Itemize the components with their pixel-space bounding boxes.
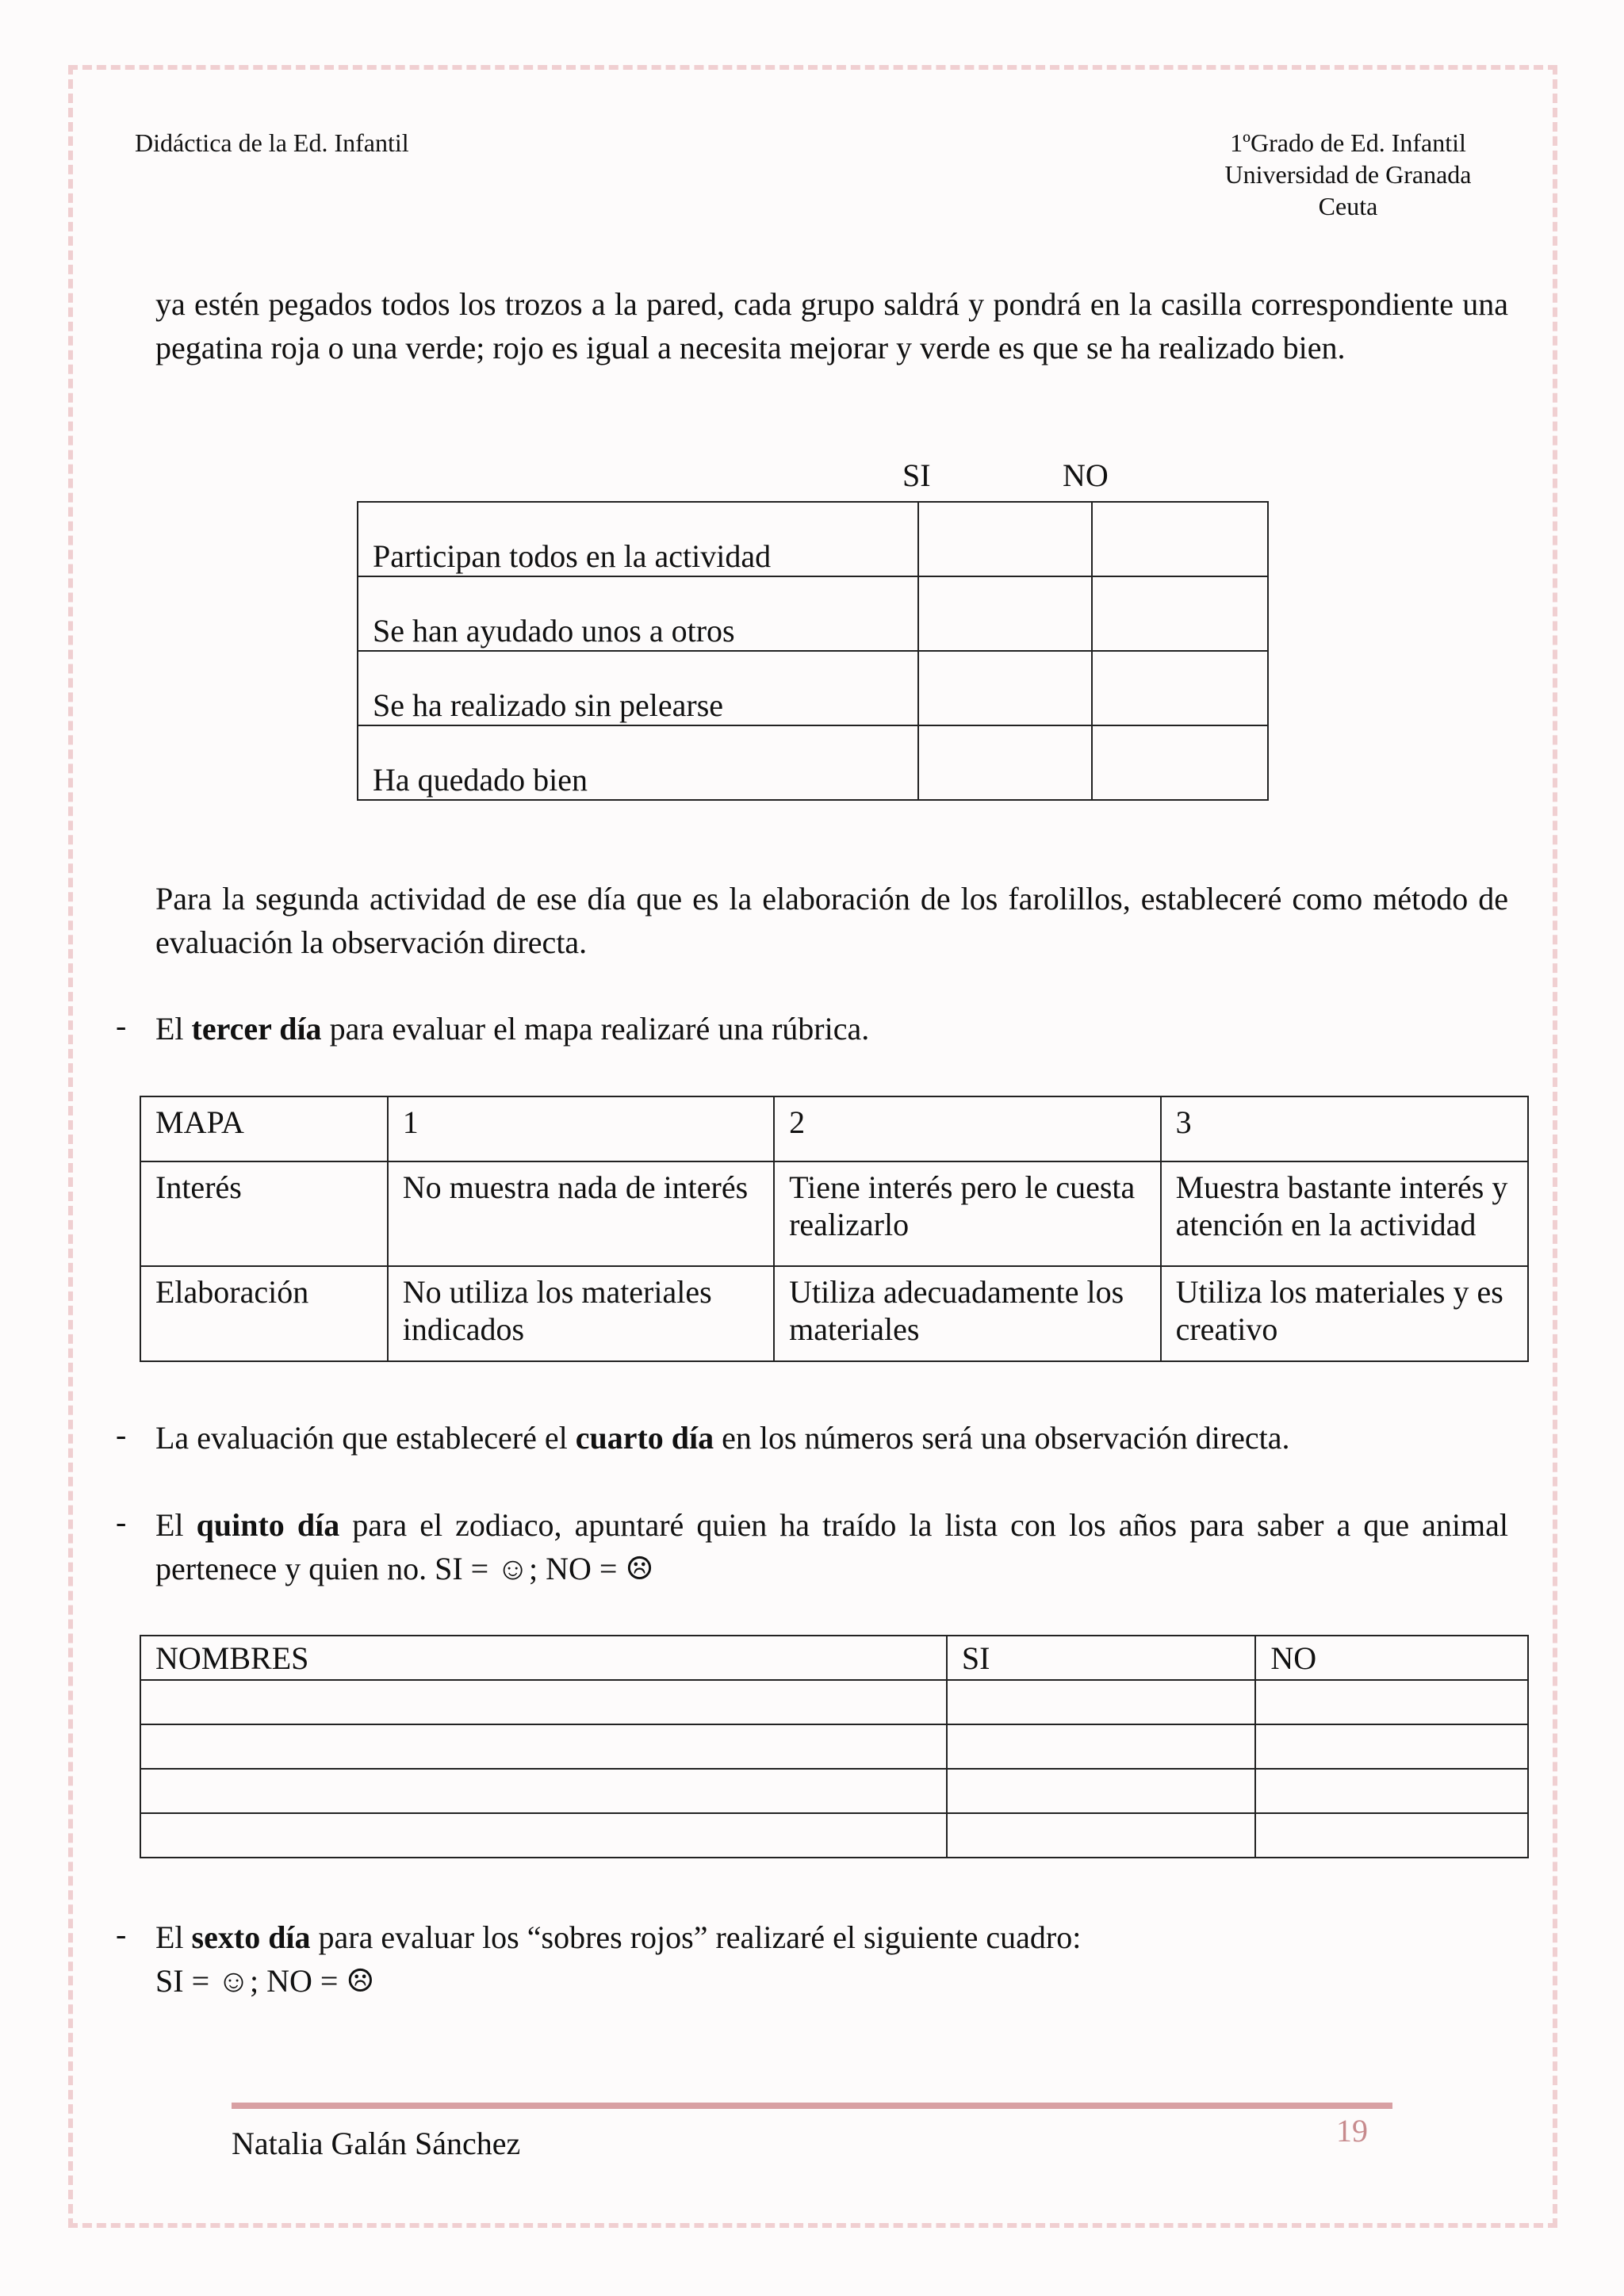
checklist-si-cell: [918, 651, 1093, 725]
names-cell: [1255, 1813, 1528, 1858]
bullet-text: La evaluación que estableceré el: [155, 1420, 576, 1456]
table-row: [140, 1680, 1528, 1724]
names-cell: [140, 1813, 947, 1858]
names-cell: [1255, 1724, 1528, 1769]
rubric-table: [140, 1096, 1529, 1362]
names-cell: [1255, 1680, 1528, 1724]
bullet-dash: -: [116, 1504, 127, 1540]
bullet-text: El: [155, 1919, 192, 1955]
checklist-row-label: Se ha realizado sin pelearse: [358, 651, 918, 725]
table-row: [358, 576, 1268, 651]
bullet-dash: -: [116, 1417, 127, 1452]
rubric-cell: Muestra bastante interés y atención en la actividad: [1161, 1161, 1528, 1266]
checklist-si-cell: [918, 725, 1093, 800]
rubric-header-cell: 1: [388, 1096, 774, 1161]
intro-paragraph: ya estén pegados todos los trozos a la pared, cada grupo saldrá y pondrá en la casilla correspondiente una pegatina roja o una verde; rojo es igual a necesita mejorar y verde es que se ha realizado bien.: [155, 286, 1508, 365]
table-row: [140, 1636, 1528, 1680]
names-cell: [140, 1680, 947, 1724]
header-university: Universidad de Granada: [1224, 160, 1472, 189]
bullet-bold: sexto día: [191, 1919, 311, 1955]
table-row: [140, 1813, 1528, 1858]
rubric-cell: Interés: [140, 1161, 388, 1266]
bullet-text: El: [155, 1011, 192, 1047]
rubric-header-cell: MAPA: [140, 1096, 388, 1161]
bullet-line: [155, 1915, 1508, 1959]
checklist-no-header: NO: [1063, 457, 1109, 493]
bullet-line: SI = ☺; NO = ☹: [155, 1963, 375, 1999]
names-header-cell: NOMBRES: [140, 1636, 947, 1680]
bullet-bold: tercer día: [191, 1011, 322, 1047]
rubric-cell: Utiliza los materiales y es creativo: [1161, 1266, 1528, 1361]
page-number: 19: [1336, 2113, 1368, 2149]
table-row: [358, 651, 1268, 725]
names-cell: [947, 1680, 1256, 1724]
checklist-row-label: Ha quedado bien: [358, 725, 918, 800]
bullet-tercer-dia: [155, 1007, 1508, 1050]
header-course: Didáctica de la Ed. Infantil: [135, 128, 409, 157]
bullet-text: para evaluar el mapa realizaré una rúbrica.: [321, 1011, 870, 1047]
names-table: [140, 1635, 1529, 1858]
header-grade: 1ºGrado de Ed. Infantil: [1230, 128, 1466, 157]
checklist-no-cell: [1092, 576, 1268, 651]
names-cell: [1255, 1769, 1528, 1813]
checklist-no-cell: [1092, 725, 1268, 800]
bullet-dash: -: [116, 1008, 127, 1043]
table-row: [140, 1096, 1528, 1161]
bullet-text: El: [155, 1507, 197, 1543]
bullet-cuarto-dia: [155, 1416, 1508, 1460]
names-header-cell: NO: [1255, 1636, 1528, 1680]
second-activity-paragraph: Para la segunda actividad de ese día que es la elaboración de los farolillos, estableceré como método de evaluación la observación directa.: [155, 881, 1508, 960]
header-institution: [1189, 127, 1507, 222]
rubric-header-cell: 2: [774, 1096, 1161, 1161]
bullet-quinto-dia: [155, 1503, 1508, 1590]
bullet-text: en los números será una observación directa.: [714, 1420, 1290, 1456]
names-header-cell: SI: [947, 1636, 1256, 1680]
rubric-cell: No utiliza los materiales indicados: [388, 1266, 774, 1361]
bullet-text: para evaluar los “sobres rojos” realizaré el siguiente cuadro:: [310, 1919, 1082, 1955]
footer-rule: [232, 2103, 1392, 2109]
table-row: [358, 502, 1268, 576]
footer-author: Natalia Galán Sánchez: [232, 2126, 521, 2161]
names-cell: [947, 1813, 1256, 1858]
rubric-header-cell: 3: [1161, 1096, 1528, 1161]
names-cell: [947, 1769, 1256, 1813]
checklist-row-label: Participan todos en la actividad: [358, 502, 918, 576]
rubric-cell: Elaboración: [140, 1266, 388, 1361]
checklist-si-header: SI: [902, 457, 931, 493]
names-cell: [140, 1724, 947, 1769]
names-cell: [947, 1724, 1256, 1769]
bullet-dash: -: [116, 1916, 127, 1952]
rubric-cell: Utiliza adecuadamente los materiales: [774, 1266, 1161, 1361]
rubric-cell: Tiene interés pero le cuesta realizarlo: [774, 1161, 1161, 1266]
names-cell: [140, 1769, 947, 1813]
checklist-row-label: Se han ayudado unos a otros: [358, 576, 918, 651]
checklist-si-cell: [918, 576, 1093, 651]
bullet-text: para el zodiaco, apuntaré quien ha traído la lista con los años para saber a que animal pertenece y quien no. SI = ☺; NO = ☹: [155, 1507, 1509, 1586]
checklist-no-cell: [1092, 651, 1268, 725]
checklist-no-cell: [1092, 502, 1268, 576]
checklist-si-cell: [918, 502, 1093, 576]
bullet-bold: quinto día: [196, 1507, 340, 1543]
rubric-cell: No muestra nada de interés: [388, 1161, 774, 1266]
table-row: [140, 1724, 1528, 1769]
table-row: [140, 1266, 1528, 1361]
bullet-bold: cuarto día: [575, 1420, 714, 1456]
table-row: [358, 725, 1268, 800]
table-row: [140, 1769, 1528, 1813]
table-row: [140, 1161, 1528, 1266]
checklist-table: [357, 501, 1269, 801]
bullet-sexto-dia: [155, 1915, 1508, 2003]
header-city: Ceuta: [1318, 192, 1378, 220]
